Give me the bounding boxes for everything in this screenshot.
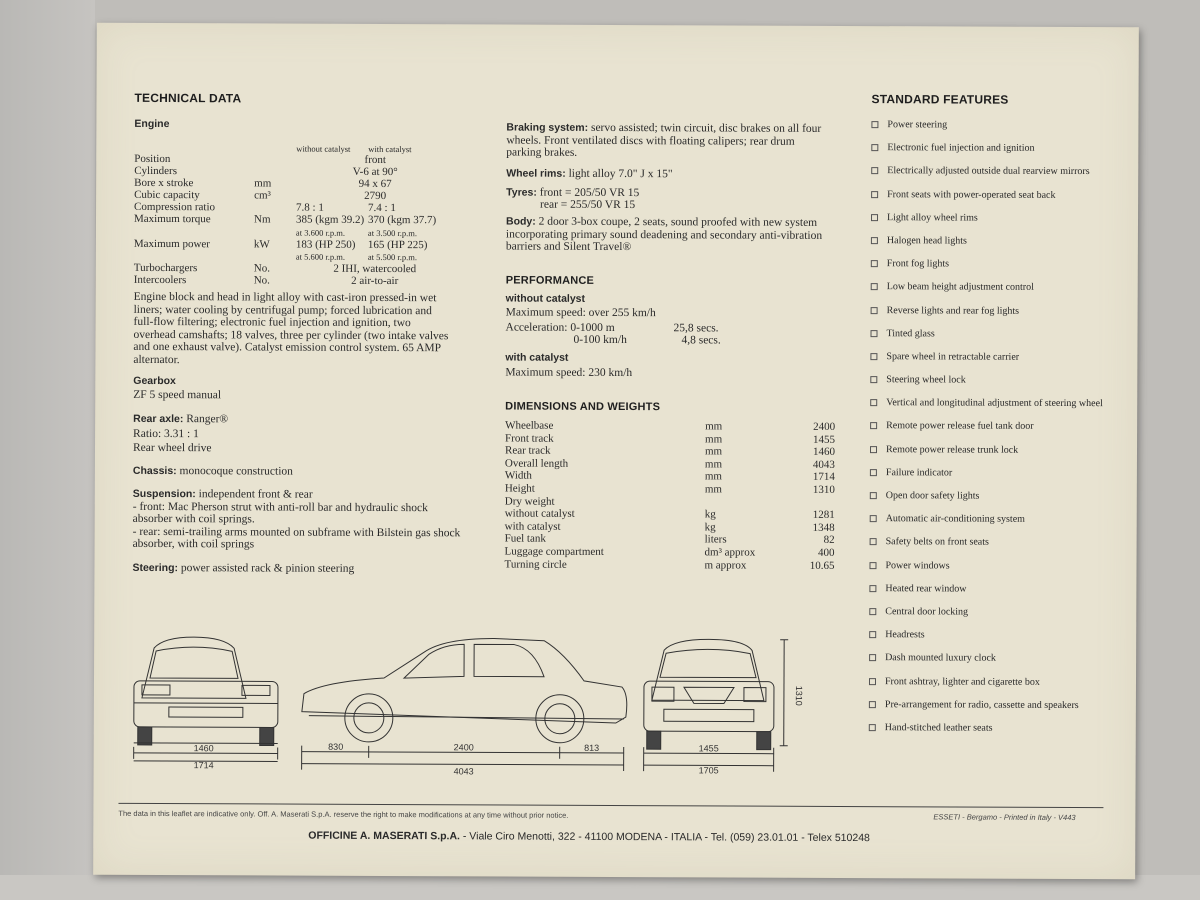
feature-label: Vertical and longitudinal adjustment of steering wheel (886, 397, 1103, 410)
list-item (869, 652, 1109, 665)
list-item (870, 513, 1110, 526)
feature-label: Remote power release fuel tank door (886, 420, 1034, 433)
feature-label: Electronic fuel injection and ignition (887, 142, 1035, 155)
steering: Steering: power assisted rack & pinion steering (132, 561, 355, 575)
feature-label: Power steering (887, 119, 948, 131)
feature-label: Halogen head lights (886, 235, 967, 247)
checkbox-square-icon (870, 538, 877, 545)
checkbox-square-icon (870, 469, 877, 476)
list-item (871, 212, 1111, 225)
dim-rear-width: 1714 (193, 760, 214, 771)
table-row: Overall length mm 4043 (504, 457, 835, 471)
list-item (870, 467, 1110, 480)
table-row: Luggage compartment dm³ approx 400 (504, 545, 835, 559)
checkbox-square-icon (871, 214, 878, 221)
feature-label: Tinted glass (886, 327, 935, 340)
braking-system: Braking system: servo assisted; twin circuit, disc brakes on all four wheels. Front ventilated discs with floating calipers; rear drum parking brakes. (506, 121, 822, 160)
disclaimer: The data in this leaflet are indicative only. Off. A. Maserati S.p.A. reserve the right to make modifications at any time without prior notice. (118, 808, 569, 820)
checkbox-square-icon (871, 167, 878, 174)
table-row: Fuel tank liters 82 (504, 532, 835, 547)
checkbox-square-icon (869, 608, 876, 615)
list-item (870, 421, 1110, 434)
engine-description: Engine block and head in light alloy with cast-iron pressed-in wet liners; water cooling by centrifugal pump; forced lubrication and full-flow filtering; electronic fuel injection and ignition, two overhead camshafts; 18 valves, three per cylinder (two intake valves and one exhaust valve). Catalyst emission control system. 65 AMP alternator. (133, 290, 449, 367)
list-item (870, 351, 1110, 364)
feature-label: Front seats with power-operated seat back (887, 188, 1056, 201)
feature-label: Automatic air-conditioning system (885, 513, 1025, 525)
acceleration-1000m: Acceleration: 0-1000 m (505, 321, 615, 334)
list-item (869, 629, 1109, 642)
checkbox-square-icon (871, 260, 878, 267)
checkbox-square-icon (870, 492, 877, 499)
checkbox-square-icon (869, 654, 876, 661)
list-item (870, 328, 1110, 341)
dimensions-table (504, 420, 835, 573)
tyres-rear: rear = 255/50 VR 15 (540, 198, 636, 212)
list-item (871, 119, 1111, 132)
feature-label: Open door safety lights (885, 490, 980, 502)
feature-label: Headrests (885, 629, 925, 641)
checkbox-square-icon (870, 376, 877, 383)
list-item (869, 606, 1109, 619)
gearbox-heading: Gearbox (133, 374, 176, 388)
list-item (871, 258, 1111, 271)
max-speed-with: Maximum speed: 230 km/h (505, 366, 633, 380)
checkbox-square-icon (869, 678, 876, 685)
checkbox-square-icon (869, 585, 876, 592)
checkbox-square-icon (871, 191, 878, 198)
list-item (869, 722, 1109, 735)
car-drawings (123, 623, 824, 801)
table-row: Height mm 1310 (504, 482, 835, 496)
body: Body: 2 door 3-box coupe, 2 seats, sound proofed with new system incorporating primary sound deadening and secondary anti-vibration barriers and Silent Travel® (505, 215, 823, 254)
feature-label: Reverse lights and rear fog lights (886, 304, 1020, 317)
checkbox-square-icon (870, 446, 877, 453)
checkbox-square-icon (871, 283, 878, 290)
rear-wheel-drive: Rear wheel drive (132, 441, 212, 455)
list-item (871, 305, 1111, 318)
dim-length: 4043 (453, 766, 474, 777)
without-catalyst-heading: without catalyst (505, 292, 586, 305)
checkbox-square-icon (870, 399, 877, 406)
checkbox-square-icon (870, 423, 877, 430)
rear-axle-ratio: Ratio: 3.31 : 1 (133, 427, 199, 441)
feature-label: Failure indicator (885, 466, 953, 479)
engine-table (134, 143, 495, 288)
table-row: Rear track mm 1460 (504, 444, 836, 459)
technical-data-title: TECHNICAL DATA (134, 90, 242, 106)
list-item (871, 235, 1111, 248)
checkbox-square-icon (871, 144, 878, 151)
list-item (870, 444, 1110, 457)
list-item (871, 189, 1111, 202)
table-row: Front track mm 1455 (505, 432, 836, 446)
feature-label: Safety belts on front seats (885, 536, 989, 549)
feature-label: Light alloy wheel rims (886, 211, 978, 224)
feature-label: Spare wheel in retractable carrier (886, 351, 1020, 363)
list-item (869, 583, 1109, 596)
feature-label: Low beam height adjustment control (886, 281, 1034, 294)
tyres: Tyres: front = 205/50 VR 15 (506, 186, 640, 200)
standard-features-title: STANDARD FEATURES (871, 92, 1009, 107)
features-list (869, 119, 1112, 746)
dim-rear-overhang: 813 (584, 742, 600, 753)
chassis: Chassis: monocoque construction (132, 464, 293, 478)
list-item (870, 397, 1110, 410)
table-row: with catalyst kg 1348 (504, 520, 835, 534)
engine-row: Position front (134, 152, 386, 166)
footer-divider (118, 803, 1103, 808)
acceleration-1000m-value: 25,8 secs. (673, 322, 719, 335)
printer-credit: ESSETI - Bergamo - Printed in Italy - V443 (933, 812, 1076, 823)
acceleration-100kmh: 0-100 km/h (573, 333, 627, 347)
checkbox-square-icon (869, 701, 876, 708)
with-catalyst-heading: with catalyst (505, 351, 569, 364)
rear-axle: Rear axle: Ranger® (133, 412, 229, 426)
feature-label: Electrically adjusted outside dual rearview mirrors (887, 165, 1090, 178)
feature-label: Dash mounted luxury clock (885, 652, 996, 664)
checkbox-square-icon (869, 562, 876, 569)
table-row: Width mm 1714 (504, 469, 835, 484)
checkbox-square-icon (871, 237, 878, 244)
engine-heading: Engine (134, 117, 170, 131)
suspension: Suspension: independent front & rear - front: Mac Pherson strut with anti-roll bar and hydraulic shock absorber with coil springs. - rear: semi-trailing arms mounted on subframe with Bilstein gas shock absorber, with coil springs (132, 487, 461, 551)
table-row: Turning circle m approx 10.65 (504, 558, 835, 572)
background-left (0, 0, 95, 900)
gearbox-value: ZF 5 speed manual (133, 388, 222, 402)
company-address: OFFICINE A. MASERATI S.p.A. - Viale Ciro Menotti, 322 - 41100 MODENA - ITALIA - Tel. (059) 23.01.01 - Telex 510248 (308, 829, 870, 845)
checkbox-square-icon (869, 724, 876, 731)
feature-label: Pre-arrangement for radio, cassette and speakers (884, 698, 1079, 711)
col-without-catalyst: without catalyst (296, 143, 351, 154)
engine-row-intercoolers: Intercoolers No. 2 air-to-air (133, 273, 399, 287)
dim-front-overhang: 830 (328, 741, 344, 752)
feature-label: Front ashtray, lighter and cigarette box (884, 675, 1040, 688)
dim-front-width: 1705 (698, 765, 719, 776)
engine-row: Cubic capacity cm³ 2790 (134, 189, 387, 203)
performance-title: PERFORMANCE (505, 274, 595, 287)
engine-row: Bore x stroke mm 94 x 67 (134, 177, 392, 191)
max-speed-without: Maximum speed: over 255 km/h (505, 306, 656, 320)
engine-row-torque-rpm: at 3.600 r.p.m. at 3.500 r.p.m. (295, 227, 418, 238)
feature-label: Power windows (885, 559, 950, 572)
engine-row-turbo: Turbochargers No. 2 IHI, watercooled (133, 261, 417, 275)
list-item (869, 676, 1109, 689)
checkbox-square-icon (871, 307, 878, 314)
feature-label: Remote power release trunk lock (885, 443, 1019, 456)
feature-label: Front fog lights (886, 258, 950, 270)
engine-row-torque: Maximum torque Nm 385 (kgm 39.2) 370 (kgm 37.7) (133, 213, 437, 227)
checkbox-square-icon (871, 330, 878, 337)
checkbox-square-icon (870, 515, 877, 522)
col-with-catalyst: with catalyst (368, 143, 412, 155)
dim-rear-track: 1460 (193, 743, 214, 754)
dim-height: 1310 (793, 685, 804, 706)
table-row: without catalyst kg 1281 (504, 507, 835, 522)
dimensions-title: DIMENSIONS AND WEIGHTS (505, 400, 661, 414)
table-row: Wheelbase mm 2400 (505, 419, 836, 433)
leaflet-sheet (93, 23, 1139, 880)
list-item (871, 165, 1111, 178)
wheel-rims: Wheel rims: light alloy 7.0" J x 15" (506, 167, 673, 181)
feature-label: Central door locking (885, 606, 969, 618)
dim-front-track: 1455 (698, 743, 719, 754)
list-item (869, 560, 1109, 573)
list-item (871, 142, 1111, 155)
list-item (870, 490, 1110, 503)
checkbox-square-icon (869, 631, 876, 638)
list-item (870, 536, 1110, 549)
checkbox-square-icon (871, 121, 878, 128)
engine-row-power: Maximum power kW 183 (HP 250) 165 (HP 225) (133, 237, 428, 251)
feature-label: Heated rear window (885, 582, 967, 595)
list-item (871, 281, 1111, 294)
feature-label: Hand-stitched leather seats (884, 722, 993, 734)
checkbox-square-icon (870, 353, 877, 360)
engine-row-compression: Compression ratio 7.8 : 1 7.4 : 1 (134, 201, 396, 215)
engine-row: Cylinders V-6 at 90° (134, 164, 398, 179)
acceleration-100kmh-value: 4,8 secs. (681, 334, 721, 347)
list-item (870, 374, 1110, 387)
engine-row-power-rpm: at 5.600 r.p.m. at 5.500 r.p.m. (295, 251, 417, 262)
table-row: Dry weight (504, 495, 555, 508)
feature-label: Steering wheel lock (886, 374, 966, 386)
list-item (869, 699, 1109, 712)
dim-wheelbase: 2400 (453, 742, 474, 753)
